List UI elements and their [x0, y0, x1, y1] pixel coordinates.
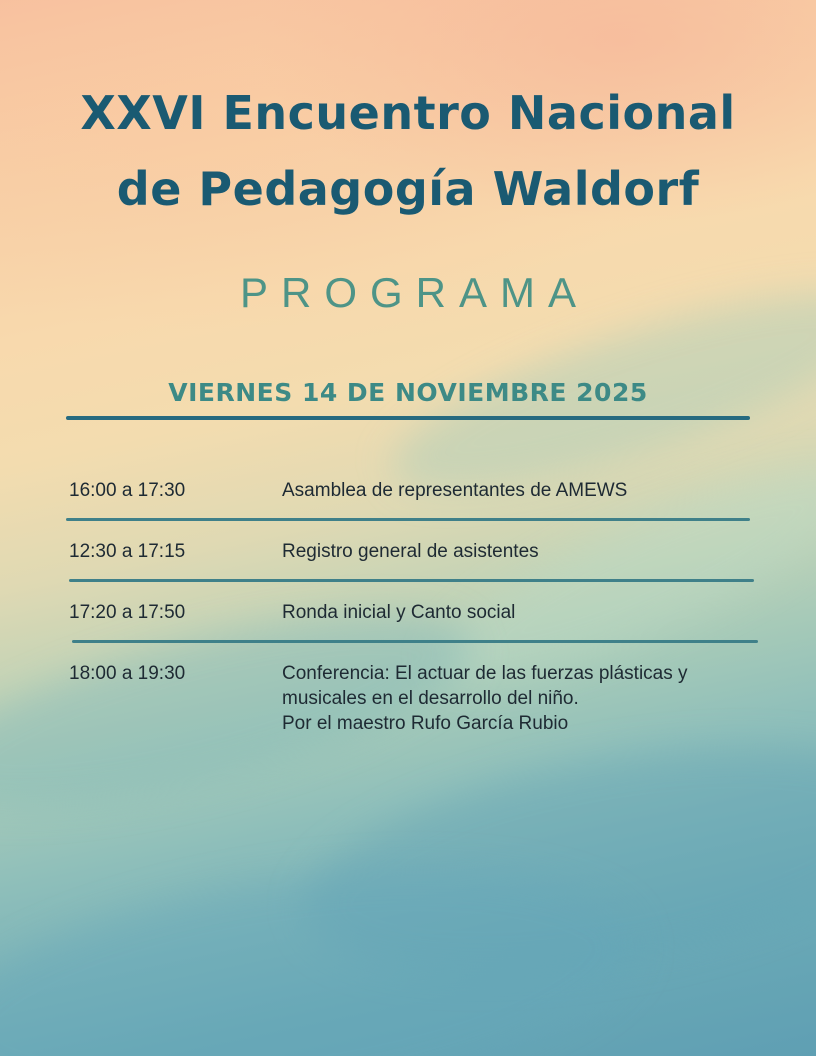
- schedule-description-line: Asamblea de representantes de AMEWS: [282, 480, 628, 501]
- row-divider: [66, 518, 750, 521]
- schedule-description: [282, 539, 782, 564]
- schedule-description-line: Por el maestro Rufo García Rubio: [282, 713, 569, 734]
- schedule-description-line: Registro general de asistentes: [282, 541, 539, 562]
- schedule-description: [282, 661, 782, 736]
- schedule-time: 16:00 a 17:30: [69, 480, 186, 501]
- day-heading: VIERNES 14 DE NOVIEMBRE 2025: [168, 378, 648, 407]
- schedule-description: [282, 478, 782, 503]
- schedule-description-line: Ronda inicial y Canto social: [282, 602, 516, 623]
- schedule-description-line: Conferencia: El actuar de las fuerzas plásticas y: [282, 663, 688, 684]
- event-title-line-2: de Pedagogía Waldorf: [116, 162, 700, 216]
- heading-divider: [66, 416, 750, 420]
- watercolor-streak: [0, 832, 652, 1056]
- schedule-time: 12:30 a 17:15: [69, 541, 186, 562]
- schedule-description: [282, 600, 782, 625]
- watercolor-streak: [287, 708, 816, 1013]
- schedule-time: 18:00 a 19:30: [69, 663, 186, 684]
- schedule-description-line: musicales en el desarrollo del niño.: [282, 688, 579, 709]
- row-divider: [72, 640, 758, 643]
- program-subtitle: PROGRAMA: [239, 269, 590, 316]
- schedule-time: 17:20 a 17:50: [69, 602, 186, 623]
- row-divider: [69, 579, 754, 582]
- event-title-line-1: XXVI Encuentro Nacional: [80, 86, 736, 140]
